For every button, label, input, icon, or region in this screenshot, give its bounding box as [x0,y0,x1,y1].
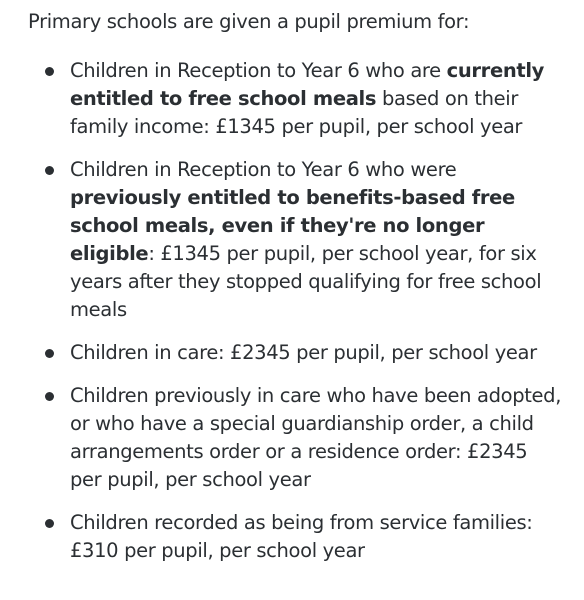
item-bold-text: previously entitled to benefits-based free school meals, even if they're no longer eligible [70,186,515,265]
bullet-icon [45,67,54,76]
list-item [28,57,564,141]
item-text: Children previously in care who have been adopted, or who have a special guardianship order, a child arrangements order or a residence order: £2345 per pupil, per school year [70,384,562,491]
intro-text: Primary schools are given a pupil premium for: [28,10,470,33]
bullet-icon [45,349,54,358]
item-text: Children recorded as being from service families: £310 per pupil, per school year [70,511,533,562]
pupil-premium-list [28,57,564,565]
list-item [28,382,564,494]
item-bold-text: currently entitled to free school meals [70,59,545,110]
item-text: based on their family income: £1345 per pupil, per school year [70,87,523,138]
bullet-icon [45,392,54,401]
list-item [28,509,564,565]
bullet-icon [45,519,54,528]
bullet-icon [45,166,54,175]
item-text: Children in Reception to Year 6 who were [70,158,457,181]
item-text: : £1345 per pupil, per school year, for six years after they stopped qualifying for free school meals [70,242,542,321]
item-text: Children in care: £2345 per pupil, per school year [70,341,537,364]
list-item [28,156,564,324]
list-item [28,339,564,367]
item-text: Children in Reception to Year 6 who are [70,59,447,82]
